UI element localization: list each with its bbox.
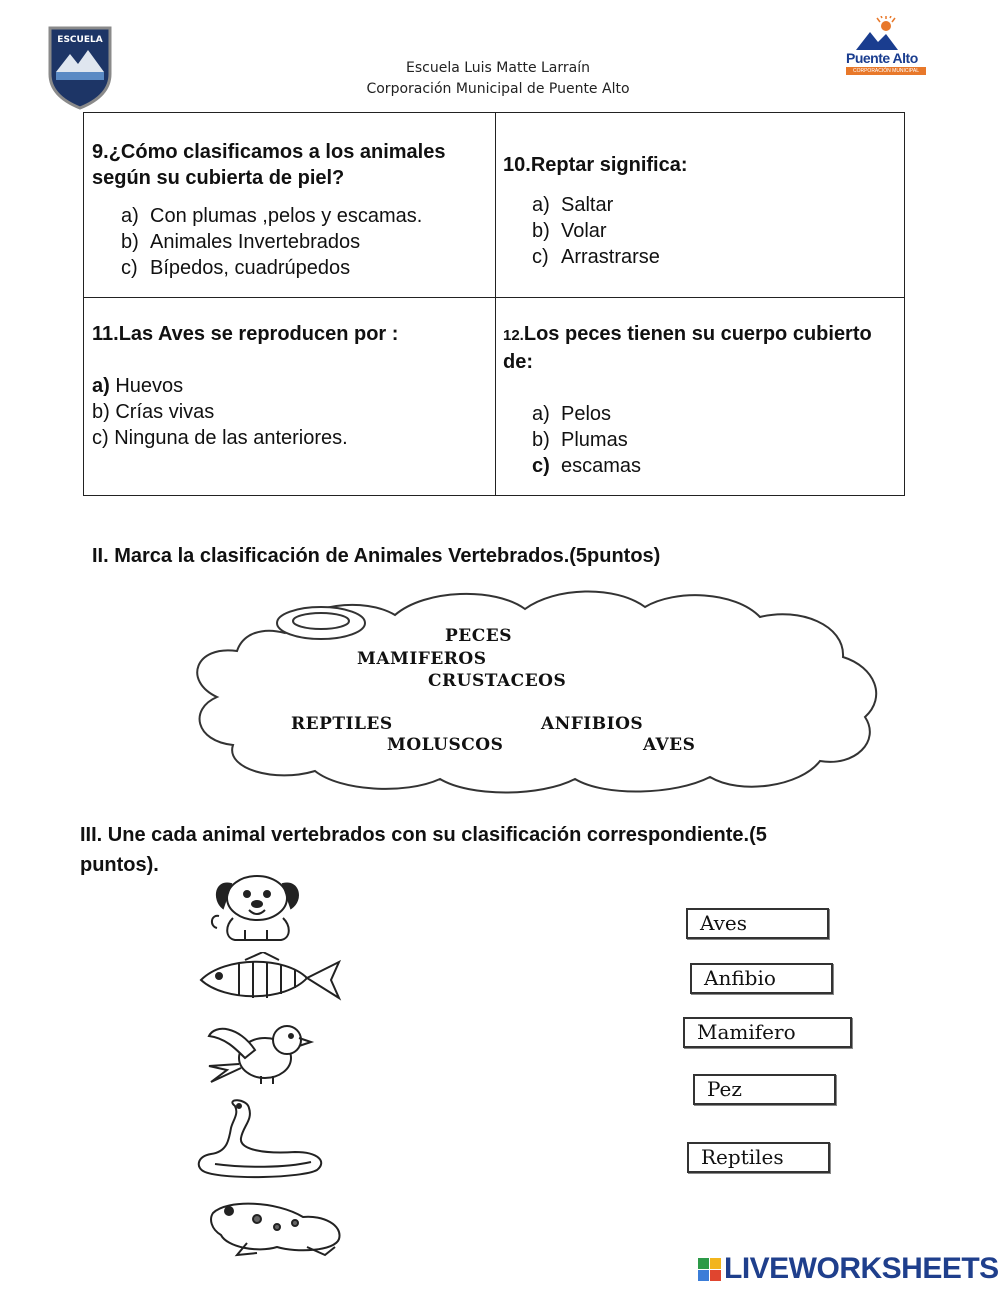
classification-box-anfibio[interactable]: Anfibio: [690, 963, 833, 994]
puente-alto-logo-text: Puente Alto: [846, 50, 918, 66]
question-10: [503, 152, 899, 270]
question-12-option-a[interactable]: a) Pelos: [532, 403, 612, 425]
puente-alto-logo-subtext: CORPORACIÓN MUNICIPAL: [846, 67, 926, 75]
cloud-word-moluscos[interactable]: MOLUSCOS: [387, 735, 504, 755]
question-11-title: 11.Las Aves se reproducen por :: [92, 323, 399, 345]
cube-green: [698, 1258, 709, 1269]
classification-box-reptiles[interactable]: Reptiles: [687, 1142, 830, 1173]
question-9-option-a[interactable]: a) Con plumas ,pelos y escamas.: [121, 205, 423, 227]
corporation-name: Corporación Municipal de Puente Alto: [366, 81, 630, 97]
cloud-word-mamiferos[interactable]: MAMIFEROS: [357, 649, 487, 669]
bird-drawing[interactable]: [205, 1018, 315, 1088]
snake-drawing[interactable]: [195, 1098, 330, 1180]
cloud-word-crustaceos[interactable]: CRUSTACEOS: [428, 671, 567, 691]
question-9-option-c[interactable]: c) Bípedos, cuadrúpedos: [121, 257, 351, 279]
question-9-title: 9.¿Cómo clasificamos a los animales según su cubierta de piel?: [92, 141, 446, 189]
question-12-option-b[interactable]: b) Plumas: [532, 429, 628, 451]
cloud-word-reptiles[interactable]: REPTILES: [291, 714, 393, 734]
table-divider-horizontal: [84, 297, 904, 298]
question-11: [92, 321, 488, 451]
question-9: [92, 139, 488, 281]
section-3-title: III. Une cada animal vertebrados con su clasificación correspondiente.(5 puntos).: [80, 824, 767, 876]
question-12-title: 12.Los peces tienen su cuerpo cubierto de:: [503, 323, 872, 373]
school-name: Escuela Luis Matte Larraín: [406, 60, 590, 76]
crest-label: ESCUELA: [57, 35, 103, 45]
classification-box-pez[interactable]: Pez: [693, 1074, 836, 1105]
questions-table: [83, 112, 905, 496]
cloud-word-peces[interactable]: PECES: [445, 626, 513, 646]
question-12-option-c[interactable]: c) escamas: [532, 455, 642, 477]
question-11-option-a[interactable]: a) Huevos: [92, 375, 184, 397]
table-divider-vertical: [495, 113, 496, 495]
question-10-title: 10.Reptar significa:: [503, 154, 688, 176]
classification-box-aves[interactable]: Aves: [686, 908, 829, 939]
cloud-word-aves[interactable]: AVES: [643, 735, 696, 755]
question-10-option-c[interactable]: c) Arrastrarse: [532, 246, 660, 268]
classification-box-mamifero[interactable]: Mamifero: [683, 1017, 852, 1048]
liveworksheets-brand: LIVEWORKSHEETS: [724, 1252, 999, 1285]
question-12: [503, 321, 899, 479]
liveworksheets-cubes-icon: [698, 1258, 721, 1281]
question-10-option-a[interactable]: a) Saltar: [532, 194, 614, 216]
puente-alto-logo: [832, 16, 936, 82]
cube-yellow: [710, 1258, 721, 1269]
dog-drawing[interactable]: [205, 870, 315, 945]
frog-drawing[interactable]: [207, 1197, 352, 1257]
classification-cloud: [175, 585, 890, 797]
question-9-option-b[interactable]: b) Animales Invertebrados: [121, 231, 361, 253]
cube-red: [710, 1270, 721, 1281]
question-11-option-c[interactable]: c) Ninguna de las anteriores.: [92, 427, 348, 449]
fish-drawing[interactable]: [195, 952, 345, 1007]
liveworksheets-logo[interactable]: [698, 1252, 999, 1286]
question-10-option-b[interactable]: b) Volar: [532, 220, 607, 242]
cloud-word-anfibios[interactable]: ANFIBIOS: [541, 714, 644, 734]
section-2-title: II. Marca la clasificación de Animales Vertebrados.(5puntos): [92, 545, 661, 567]
question-11-option-b[interactable]: b) Crías vivas: [92, 401, 215, 423]
cube-blue: [698, 1270, 709, 1281]
